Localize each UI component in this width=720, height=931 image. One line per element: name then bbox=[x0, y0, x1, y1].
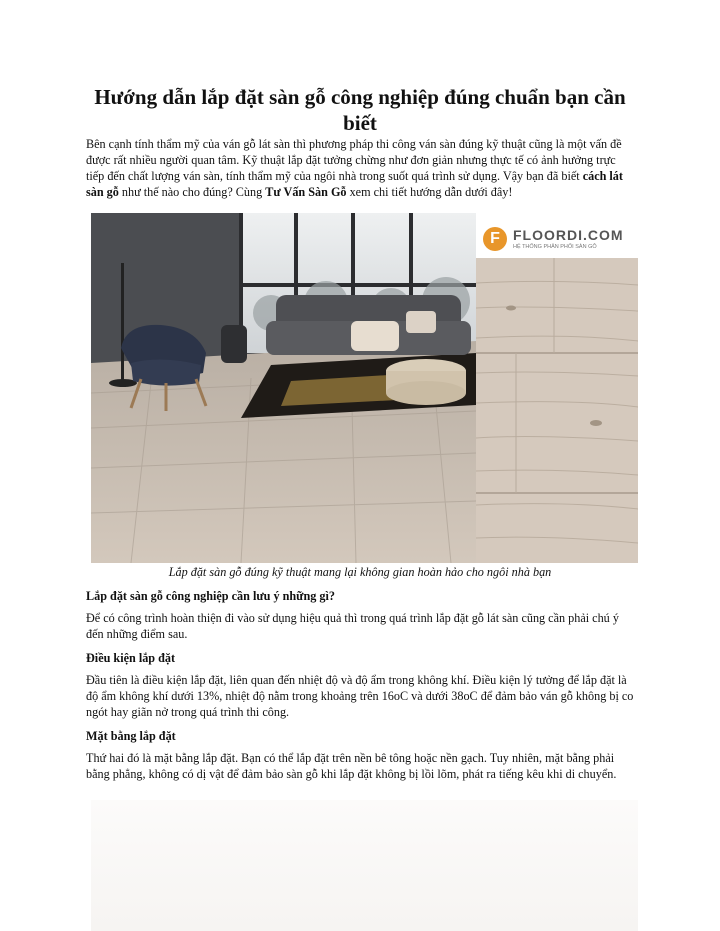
section-heading-conditions: Điều kiện lắp đặt bbox=[86, 651, 176, 665]
wood-sample-photo bbox=[476, 213, 638, 563]
logo-tagline: HỆ THỐNG PHÂN PHỐI SÀN GỖ bbox=[513, 244, 597, 250]
logo-text: FLOORDI.COM bbox=[513, 227, 624, 243]
page-footer-area bbox=[91, 800, 638, 931]
intro-bold-keyword: cách lát sàn gỗ bbox=[86, 169, 623, 199]
page-title: Hướng dẫn lắp đặt sàn gỗ công nghiệp đúng chuẩn bạn cần biết bbox=[94, 85, 626, 135]
section-text-conditions: Đầu tiên là điều kiện lắp đặt, liên quan đến nhiệt độ và độ ẩm trong không khí. Điều kiện lý tưởng để lắp đặt là độ ẩm không khí dưới 13%, nhiệt độ nằm trong khoảng trên 16oC và dưới 38oC để đảm bảo ván gỗ không bị co ngót hay giãn nở trong quá trình thi công. bbox=[86, 673, 634, 719]
section-heading-surface: Mặt bằng lắp đặt bbox=[86, 729, 176, 743]
intro-text-2: như thế nào cho đúng? Cùng bbox=[118, 185, 266, 199]
logo-mark-icon: F bbox=[483, 227, 507, 251]
section-text-surface: Thứ hai đó là mặt bằng lắp đặt. Bạn có thể lắp đặt trên nền bê tông hoặc nền gạch. Tuy nhiên, mặt bằng phải bằng phẳng, không có dị vật để đảm bảo sàn gỗ khi lắp đặt không bị lồi lõm, phát ra tiếng kêu khi di chuyển. bbox=[86, 751, 617, 781]
floordi-logo bbox=[483, 227, 633, 257]
intro-bold-brand: Tư Vấn Sàn Gỗ bbox=[265, 185, 347, 199]
intro-text-1: Bên cạnh tính thẩm mỹ của ván gỗ lát sàn thì phương pháp thi công ván sàn đúng kỹ thuật cũng là một vấn đề được rất nhiều người quan tâm. Kỹ thuật lắp đặt tưởng chừng như đơn giản nhưng thực tế có ảnh hưởng trực tiếp đến chất lượng ván sàn, tính thẩm mỹ của ngôi nhà trong suốt quá trình sử dụng. Vậy bạn đã biết bbox=[86, 137, 622, 183]
intro-text-3: xem chi tiết hướng dẫn dưới đây! bbox=[346, 185, 513, 199]
article-figure bbox=[91, 213, 638, 563]
intro-paragraph bbox=[86, 136, 636, 200]
figure-caption: Lắp đặt sàn gỗ đúng kỹ thuật mang lại không gian hoàn hảo cho ngôi nhà bạn bbox=[168, 565, 552, 579]
section-heading-notes: Lắp đặt sàn gỗ công nghiệp cần lưu ý những gì? bbox=[86, 589, 335, 603]
section-text-notes: Để có công trình hoàn thiện đi vào sử dụng hiệu quả thì trong quá trình lắp đặt gỗ lát sàn cũng cần phải chú ý đến những điểm sau. bbox=[86, 611, 619, 641]
living-room-photo bbox=[91, 213, 476, 563]
